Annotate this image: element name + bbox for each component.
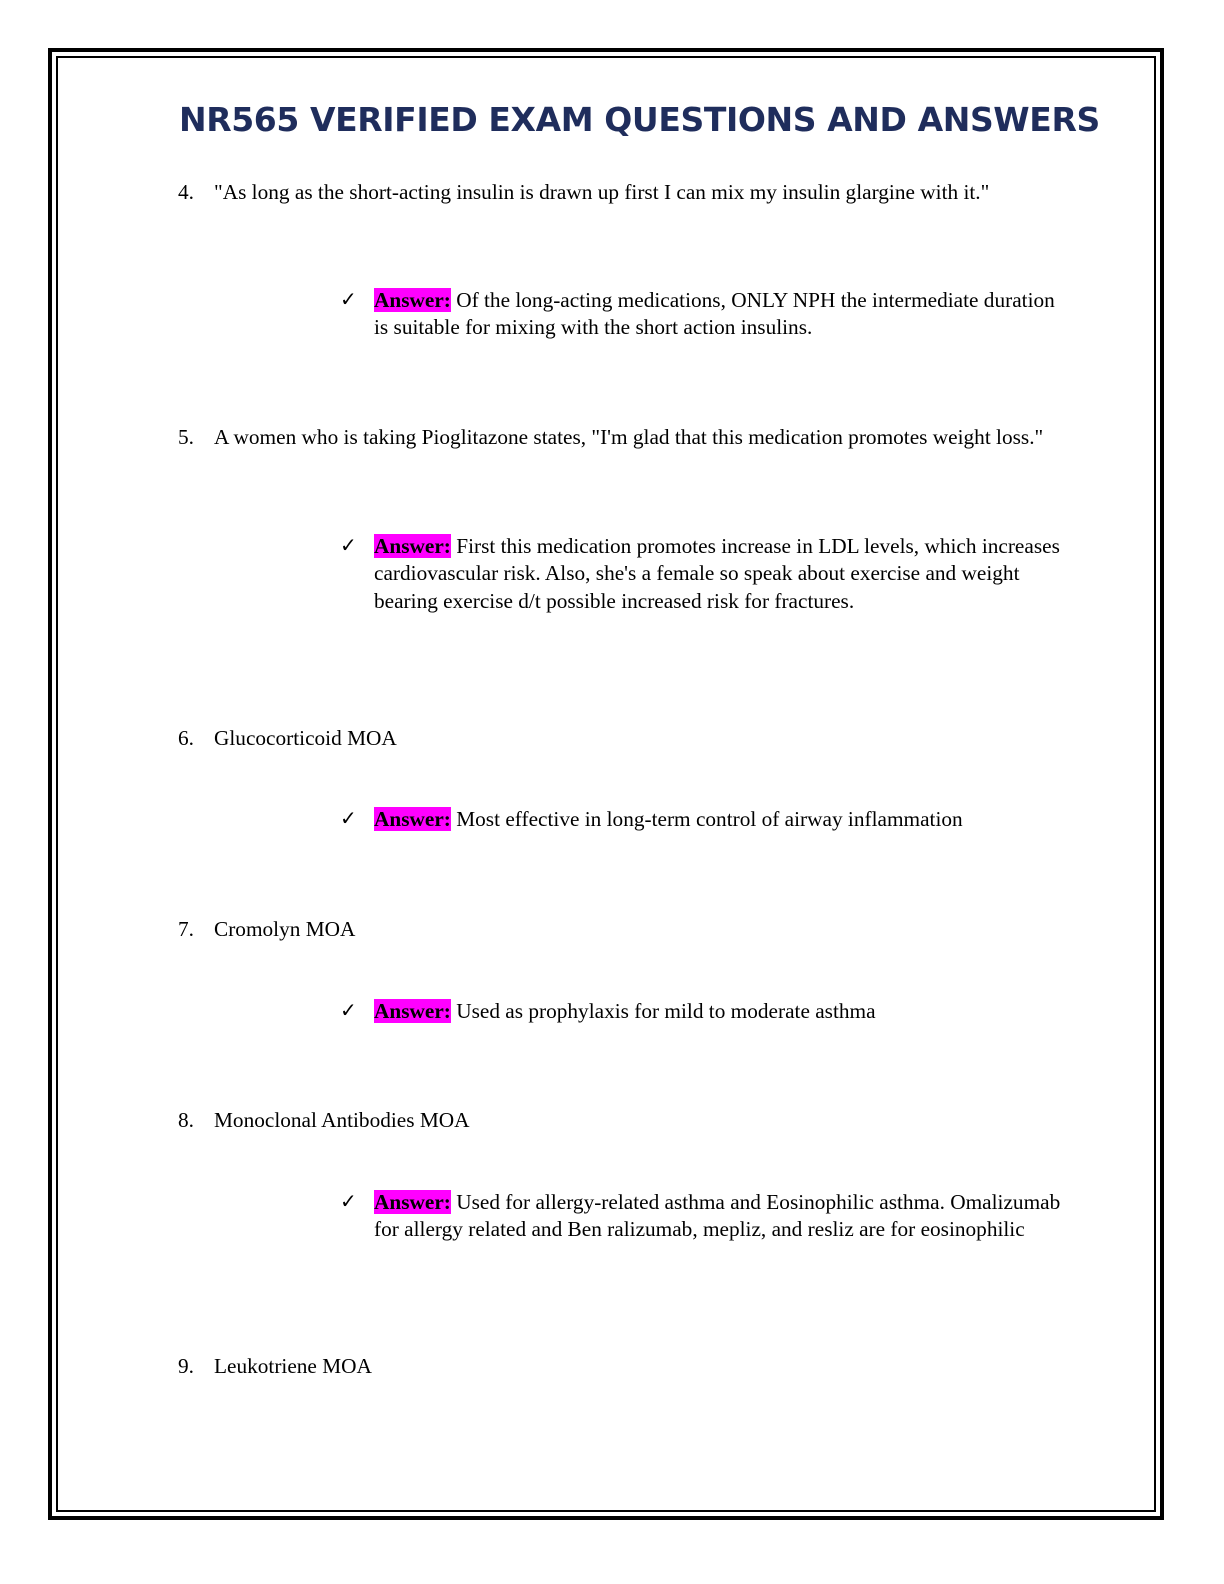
answer-label: Answer: — [374, 807, 451, 831]
answer-label: Answer: — [374, 534, 451, 558]
answer-block — [374, 806, 1064, 833]
answer-text: Most effective in long-term control of airway inflammation — [456, 807, 963, 831]
question-number: 8. — [178, 1108, 194, 1132]
answer-block — [374, 1189, 1064, 1244]
question-text: Leukotriene MOA — [214, 1354, 372, 1378]
checkmark-icon: ✓ — [340, 1189, 357, 1213]
question-text: Cromolyn MOA — [214, 917, 356, 941]
document-title: NR565 VERIFIED EXAM QUESTIONS AND ANSWERS — [179, 100, 1100, 139]
question-text: A women who is taking Pioglitazone states, "I'm glad that this medication promotes weight loss." — [214, 425, 1044, 449]
question-number: 6. — [178, 726, 194, 750]
answer-block — [374, 998, 1064, 1025]
page-border-inner — [56, 56, 1156, 1512]
answer-text: First this medication promotes increase in LDL levels, which increases cardiovascular risk. Also, she's a female so speak about exercise and weight bearing exercise d/t possible increased risk for fractures. — [374, 534, 1060, 613]
answer-block — [374, 533, 1064, 615]
answer-text: Used as prophylaxis for mild to moderate asthma — [456, 999, 876, 1023]
checkmark-icon: ✓ — [340, 998, 357, 1022]
answer-label: Answer: — [374, 999, 451, 1023]
answer-label: Answer: — [374, 1190, 451, 1214]
question-number: 4. — [178, 180, 194, 204]
answer-block — [374, 287, 1064, 342]
checkmark-icon: ✓ — [340, 287, 357, 311]
question-text: Glucocorticoid MOA — [214, 726, 397, 750]
question-text: "As long as the short-acting insulin is drawn up first I can mix my insulin glargine with it." — [214, 180, 990, 204]
question-number: 5. — [178, 425, 194, 449]
question-number: 7. — [178, 917, 194, 941]
answer-label: Answer: — [374, 288, 451, 312]
question-text: Monoclonal Antibodies MOA — [214, 1108, 470, 1132]
checkmark-icon: ✓ — [340, 806, 357, 830]
answer-text: Of the long-acting medications, ONLY NPH the intermediate duration is suitable for mixing with the short action insulins. — [374, 288, 1055, 340]
question-number: 9. — [178, 1354, 194, 1378]
answer-text: Used for allergy-related asthma and Eosinophilic asthma. Omalizumab for allergy related and Ben ralizumab, mepliz, and resliz are for eosinophilic — [374, 1190, 1061, 1242]
checkmark-icon: ✓ — [340, 533, 357, 557]
